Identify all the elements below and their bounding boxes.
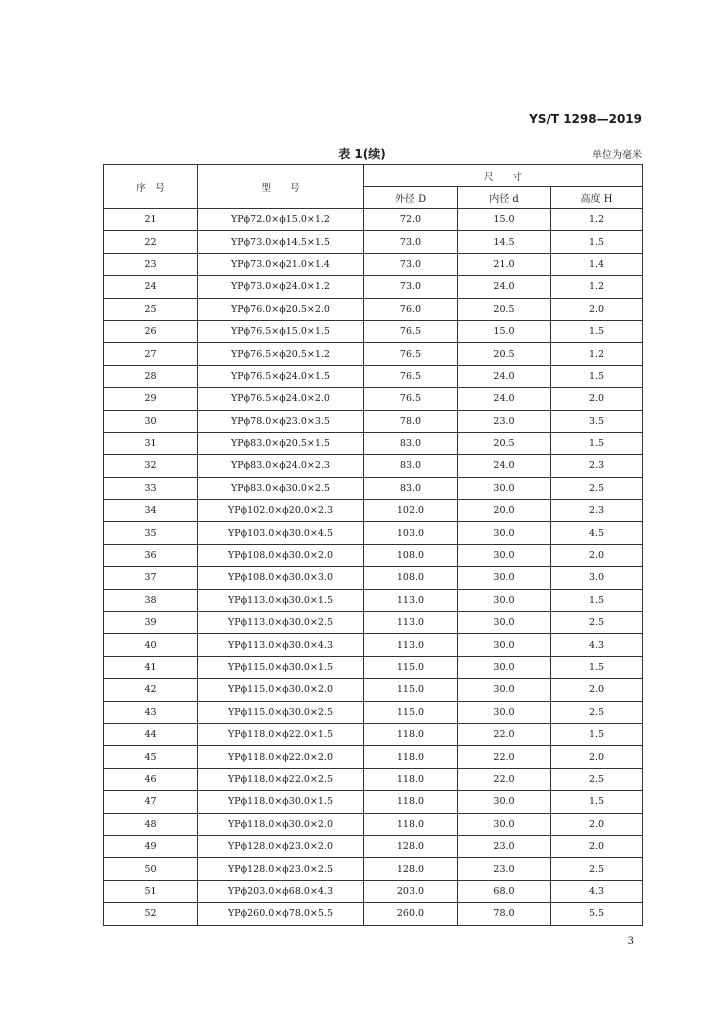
cell-outer-diameter: 128.0 <box>364 835 458 857</box>
cell-inner-diameter: 30.0 <box>458 612 551 634</box>
cell-outer-diameter: 103.0 <box>364 522 458 544</box>
cell-height: 4.5 <box>551 522 643 544</box>
cell-height: 2.0 <box>551 835 643 857</box>
table-row <box>104 701 643 723</box>
cell-height: 2.5 <box>551 858 643 880</box>
cell-height: 1.2 <box>551 276 643 298</box>
cell-index: 33 <box>104 477 198 499</box>
table-row <box>104 612 643 634</box>
cell-model: YPϕ73.0×ϕ21.0×1.4 <box>198 253 364 275</box>
cell-inner-diameter: 24.0 <box>458 365 551 387</box>
table-row <box>104 835 643 857</box>
cell-outer-diameter: 76.5 <box>364 343 458 365</box>
cell-height: 3.0 <box>551 567 643 589</box>
cell-outer-diameter: 78.0 <box>364 410 458 432</box>
cell-model: YPϕ73.0×ϕ24.0×1.2 <box>198 276 364 298</box>
table-row <box>104 365 643 387</box>
cell-outer-diameter: 115.0 <box>364 656 458 678</box>
cell-model: YPϕ108.0×ϕ30.0×3.0 <box>198 567 364 589</box>
cell-index: 25 <box>104 298 198 320</box>
cell-inner-diameter: 68.0 <box>458 880 551 902</box>
cell-inner-diameter: 30.0 <box>458 813 551 835</box>
table-row <box>104 589 643 611</box>
cell-outer-diameter: 76.5 <box>364 388 458 410</box>
cell-outer-diameter: 76.5 <box>364 320 458 342</box>
cell-outer-diameter: 72.0 <box>364 209 458 231</box>
table-row <box>104 567 643 589</box>
cell-model: YPϕ118.0×ϕ30.0×1.5 <box>198 791 364 813</box>
table-caption: 表 1(续) <box>338 147 386 161</box>
table-row <box>104 858 643 880</box>
cell-height: 2.0 <box>551 298 643 320</box>
cell-index: 51 <box>104 880 198 902</box>
cell-height: 2.3 <box>551 500 643 522</box>
cell-index: 39 <box>104 612 198 634</box>
cell-height: 2.3 <box>551 455 643 477</box>
table-row <box>104 455 643 477</box>
cell-outer-diameter: 76.5 <box>364 365 458 387</box>
cell-index: 43 <box>104 701 198 723</box>
cell-index: 34 <box>104 500 198 522</box>
cell-index: 46 <box>104 768 198 790</box>
table-row <box>104 544 643 566</box>
cell-index: 45 <box>104 746 198 768</box>
cell-height: 1.2 <box>551 343 643 365</box>
cell-inner-diameter: 21.0 <box>458 253 551 275</box>
cell-height: 2.0 <box>551 813 643 835</box>
cell-height: 1.4 <box>551 253 643 275</box>
cell-inner-diameter: 20.5 <box>458 343 551 365</box>
cell-model: YPϕ83.0×ϕ20.5×1.5 <box>198 432 364 454</box>
table-row <box>104 276 643 298</box>
cell-model: YPϕ76.5×ϕ20.5×1.2 <box>198 343 364 365</box>
cell-height: 2.5 <box>551 477 643 499</box>
cell-outer-diameter: 73.0 <box>364 253 458 275</box>
cell-outer-diameter: 83.0 <box>364 477 458 499</box>
cell-model: YPϕ83.0×ϕ24.0×2.3 <box>198 455 364 477</box>
cell-index: 24 <box>104 276 198 298</box>
cell-index: 40 <box>104 634 198 656</box>
table-row <box>104 298 643 320</box>
cell-height: 1.5 <box>551 656 643 678</box>
cell-index: 47 <box>104 791 198 813</box>
cell-outer-diameter: 203.0 <box>364 880 458 902</box>
table-row <box>104 410 643 432</box>
cell-height: 2.0 <box>551 679 643 701</box>
cell-height: 3.5 <box>551 410 643 432</box>
cell-model: YPϕ73.0×ϕ14.5×1.5 <box>198 231 364 253</box>
cell-outer-diameter: 113.0 <box>364 612 458 634</box>
cell-model: YPϕ118.0×ϕ22.0×2.0 <box>198 746 364 768</box>
cell-index: 38 <box>104 589 198 611</box>
cell-inner-diameter: 22.0 <box>458 723 551 745</box>
table-row <box>104 231 643 253</box>
cell-outer-diameter: 115.0 <box>364 701 458 723</box>
cell-outer-diameter: 76.0 <box>364 298 458 320</box>
cell-index: 52 <box>104 903 198 925</box>
table-row <box>104 477 643 499</box>
cell-height: 1.5 <box>551 320 643 342</box>
cell-height: 5.5 <box>551 903 643 925</box>
cell-index: 49 <box>104 835 198 857</box>
cell-outer-diameter: 83.0 <box>364 455 458 477</box>
cell-index: 44 <box>104 723 198 745</box>
cell-height: 1.2 <box>551 209 643 231</box>
cell-height: 1.5 <box>551 589 643 611</box>
cell-outer-diameter: 108.0 <box>364 544 458 566</box>
cell-model: YPϕ113.0×ϕ30.0×2.5 <box>198 612 364 634</box>
cell-inner-diameter: 78.0 <box>458 903 551 925</box>
cell-height: 2.0 <box>551 544 643 566</box>
cell-inner-diameter: 30.0 <box>458 544 551 566</box>
cell-model: YPϕ128.0×ϕ23.0×2.5 <box>198 858 364 880</box>
cell-index: 27 <box>104 343 198 365</box>
cell-inner-diameter: 15.0 <box>458 209 551 231</box>
cell-model: YPϕ115.0×ϕ30.0×1.5 <box>198 656 364 678</box>
cell-outer-diameter: 260.0 <box>364 903 458 925</box>
cell-outer-diameter: 113.0 <box>364 634 458 656</box>
standard-code: YS/T 1298—2019 <box>529 112 642 126</box>
cell-outer-diameter: 83.0 <box>364 432 458 454</box>
cell-inner-diameter: 24.0 <box>458 388 551 410</box>
cell-inner-diameter: 30.0 <box>458 701 551 723</box>
table-row <box>104 500 643 522</box>
table-row <box>104 432 643 454</box>
unit-note: 单位为毫米 <box>592 150 642 161</box>
cell-model: YPϕ115.0×ϕ30.0×2.0 <box>198 679 364 701</box>
cell-outer-diameter: 118.0 <box>364 746 458 768</box>
cell-model: YPϕ76.5×ϕ15.0×1.5 <box>198 320 364 342</box>
cell-model: YPϕ108.0×ϕ30.0×2.0 <box>198 544 364 566</box>
cell-outer-diameter: 115.0 <box>364 679 458 701</box>
page-number: 3 <box>627 936 634 947</box>
cell-index: 48 <box>104 813 198 835</box>
cell-height: 2.0 <box>551 746 643 768</box>
cell-index: 50 <box>104 858 198 880</box>
cell-model: YPϕ128.0×ϕ23.0×2.0 <box>198 835 364 857</box>
cell-model: YPϕ72.0×ϕ15.0×1.2 <box>198 209 364 231</box>
header-outer-diameter: 外径 D <box>364 187 458 209</box>
table-row <box>104 343 643 365</box>
cell-model: YPϕ76.5×ϕ24.0×1.5 <box>198 365 364 387</box>
cell-index: 42 <box>104 679 198 701</box>
cell-outer-diameter: 118.0 <box>364 723 458 745</box>
cell-inner-diameter: 30.0 <box>458 477 551 499</box>
table-row <box>104 813 643 835</box>
cell-height: 1.5 <box>551 791 643 813</box>
cell-inner-diameter: 20.5 <box>458 432 551 454</box>
cell-height: 2.5 <box>551 701 643 723</box>
cell-height: 2.0 <box>551 388 643 410</box>
cell-model: YPϕ118.0×ϕ22.0×2.5 <box>198 768 364 790</box>
cell-model: YPϕ76.5×ϕ24.0×2.0 <box>198 388 364 410</box>
cell-inner-diameter: 24.0 <box>458 455 551 477</box>
cell-inner-diameter: 30.0 <box>458 634 551 656</box>
cell-outer-diameter: 102.0 <box>364 500 458 522</box>
table-row <box>104 388 643 410</box>
cell-index: 37 <box>104 567 198 589</box>
cell-model: YPϕ203.0×ϕ68.0×4.3 <box>198 880 364 902</box>
header-dimensions: 尺 寸 <box>364 165 643 187</box>
cell-outer-diameter: 128.0 <box>364 858 458 880</box>
table-row <box>104 880 643 902</box>
cell-height: 4.3 <box>551 634 643 656</box>
table-body <box>104 209 643 926</box>
cell-inner-diameter: 30.0 <box>458 679 551 701</box>
cell-index: 35 <box>104 522 198 544</box>
cell-inner-diameter: 23.0 <box>458 835 551 857</box>
header-inner-diameter: 内径 d <box>458 187 551 209</box>
cell-model: YPϕ260.0×ϕ78.0×5.5 <box>198 903 364 925</box>
cell-index: 28 <box>104 365 198 387</box>
cell-model: YPϕ113.0×ϕ30.0×4.3 <box>198 634 364 656</box>
cell-inner-diameter: 30.0 <box>458 791 551 813</box>
table-row <box>104 679 643 701</box>
cell-height: 1.5 <box>551 231 643 253</box>
cell-inner-diameter: 22.0 <box>458 746 551 768</box>
table-row <box>104 768 643 790</box>
cell-height: 4.3 <box>551 880 643 902</box>
cell-height: 2.5 <box>551 612 643 634</box>
cell-inner-diameter: 23.0 <box>458 410 551 432</box>
cell-inner-diameter: 20.5 <box>458 298 551 320</box>
cell-height: 1.5 <box>551 365 643 387</box>
table-row <box>104 903 643 925</box>
header-height: 高度 H <box>551 187 643 209</box>
cell-model: YPϕ78.0×ϕ23.0×3.5 <box>198 410 364 432</box>
cell-height: 1.5 <box>551 723 643 745</box>
cell-outer-diameter: 118.0 <box>364 791 458 813</box>
cell-index: 23 <box>104 253 198 275</box>
cell-model: YPϕ113.0×ϕ30.0×1.5 <box>198 589 364 611</box>
cell-model: YPϕ102.0×ϕ20.0×2.3 <box>198 500 364 522</box>
table-row <box>104 656 643 678</box>
cell-inner-diameter: 30.0 <box>458 656 551 678</box>
cell-outer-diameter: 108.0 <box>364 567 458 589</box>
cell-height: 1.5 <box>551 432 643 454</box>
cell-outer-diameter: 118.0 <box>364 768 458 790</box>
cell-height: 2.5 <box>551 768 643 790</box>
cell-index: 41 <box>104 656 198 678</box>
cell-model: YPϕ83.0×ϕ30.0×2.5 <box>198 477 364 499</box>
cell-index: 32 <box>104 455 198 477</box>
cell-model: YPϕ118.0×ϕ22.0×1.5 <box>198 723 364 745</box>
table-row <box>104 522 643 544</box>
cell-model: YPϕ118.0×ϕ30.0×2.0 <box>198 813 364 835</box>
header-model: 型 号 <box>198 165 364 209</box>
cell-inner-diameter: 23.0 <box>458 858 551 880</box>
table-row <box>104 746 643 768</box>
cell-outer-diameter: 73.0 <box>364 231 458 253</box>
table-row <box>104 320 643 342</box>
table-row <box>104 253 643 275</box>
cell-index: 26 <box>104 320 198 342</box>
header-index: 序 号 <box>104 165 198 209</box>
table-row <box>104 634 643 656</box>
cell-inner-diameter: 20.0 <box>458 500 551 522</box>
cell-model: YPϕ115.0×ϕ30.0×2.5 <box>198 701 364 723</box>
cell-inner-diameter: 15.0 <box>458 320 551 342</box>
cell-outer-diameter: 73.0 <box>364 276 458 298</box>
cell-index: 21 <box>104 209 198 231</box>
cell-model: YPϕ103.0×ϕ30.0×4.5 <box>198 522 364 544</box>
table-row <box>104 723 643 745</box>
table-row <box>104 791 643 813</box>
cell-outer-diameter: 118.0 <box>364 813 458 835</box>
cell-index: 22 <box>104 231 198 253</box>
cell-outer-diameter: 113.0 <box>364 589 458 611</box>
cell-model: YPϕ76.0×ϕ20.5×2.0 <box>198 298 364 320</box>
cell-inner-diameter: 30.0 <box>458 567 551 589</box>
cell-index: 36 <box>104 544 198 566</box>
cell-inner-diameter: 30.0 <box>458 589 551 611</box>
cell-inner-diameter: 14.5 <box>458 231 551 253</box>
table-row <box>104 209 643 231</box>
cell-inner-diameter: 24.0 <box>458 276 551 298</box>
cell-index: 29 <box>104 388 198 410</box>
cell-inner-diameter: 30.0 <box>458 522 551 544</box>
dimensions-table <box>103 164 643 926</box>
cell-index: 31 <box>104 432 198 454</box>
cell-index: 30 <box>104 410 198 432</box>
cell-inner-diameter: 22.0 <box>458 768 551 790</box>
